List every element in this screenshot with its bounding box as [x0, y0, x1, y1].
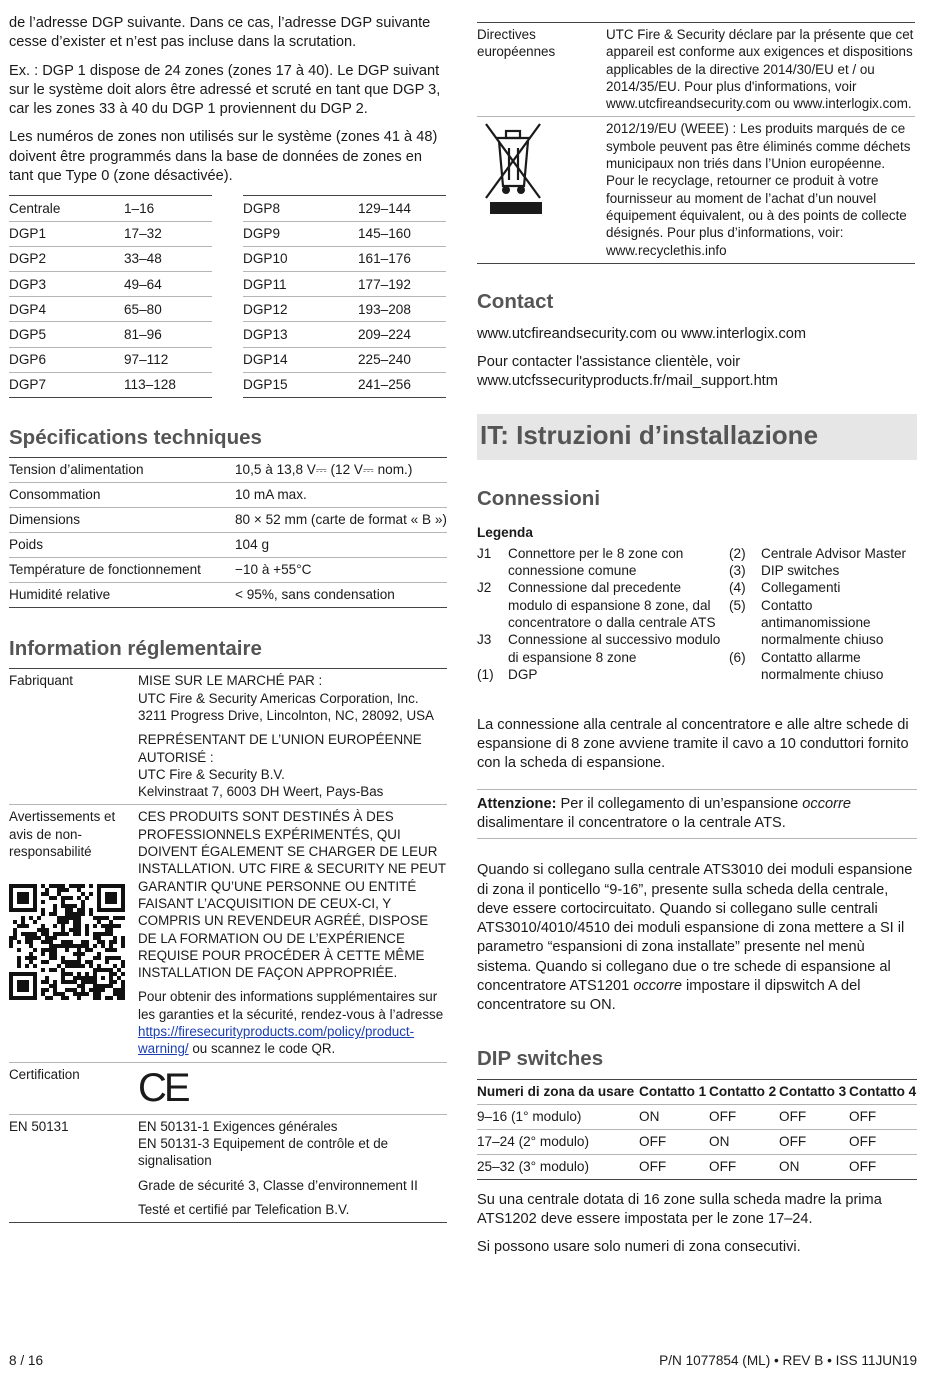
dip-cell: OFF	[779, 1129, 849, 1154]
legend	[477, 545, 917, 713]
spec-value: < 95%, sans condensation	[235, 583, 447, 608]
attention-note: Attenzione: Per il collegamento di un’espansione occorre disalimentare il concentratore o la centrale ATS.	[477, 789, 917, 840]
tested-certified-text: Testé et certifié par Telefication B.V.	[138, 1201, 350, 1217]
zone-range: 241–256	[358, 372, 446, 397]
legend-text: Centrale Advisor Master	[761, 545, 907, 561]
zone-range: 161–176	[358, 246, 446, 271]
zone-device: DGP8	[243, 196, 358, 221]
dip-cell: OFF	[709, 1104, 779, 1129]
dip-paragraph-2: Si possono usare solo numeri di zona consecutivi.	[477, 1239, 801, 1256]
legend-text: Connessione al successivo modulo di espansione 8 zone	[508, 632, 721, 665]
legend-item	[477, 545, 722, 580]
reg-label-manufacturer: Fabriquant	[9, 669, 138, 805]
zone-device: DGP11	[243, 271, 358, 296]
intro-paragraph-3: Les numéros de zones non utilisés sur le système (zones 41 à 48) doivent être programmés dans la base de données de zones en tant que Type 0 (zone désactivée).	[9, 129, 438, 185]
dip-cell: 25–32 (3° modulo)	[477, 1154, 639, 1179]
warning-text: CES PRODUITS SONT DESTINÉS À DES PROFESSIONNELS EXPÉRIMENTÉS, QUI DOIVENT ÉGALEMENT SE CHARGER DE LEUR INSTALLATION. UTC FIRE & SECURITY NE PEUT GARANTIR QU’UNE PERSONNE OU ENTITÉ FAISANT L’ACQUISITION DE CEUX-CI, Y COMPRIS UN REVENDEUR AGRÉÉ, DISPOSE DE LA FORMATION OU DE L’EXPÉRIENCE REQUISE POUR PROCÉDER À CETTE MÊME INSTALLATION DE FAÇON APPROPRIÉE.	[138, 809, 446, 981]
dip-cell: ON	[779, 1154, 849, 1179]
zone-device: DGP4	[9, 297, 124, 322]
legend-item	[729, 562, 919, 579]
contact-websites: www.utcfireandsecurity.com ou www.interlogix.com	[477, 325, 807, 342]
zone-device: DGP3	[9, 271, 124, 296]
legend-text: Contatto allarme normalmente chiuso	[761, 649, 884, 682]
reg-row-en50131	[9, 1114, 447, 1222]
spec-row	[9, 583, 447, 608]
intro-paragraph-2: Ex. : DGP 1 dispose de 24 zones (zones 17 à 40). Le DGP suivant sur le système doit alors être adressé et scruté en tant que DGP 3, car les zones 33 à 40 du DGP 1 proviennent du DGP 2.	[9, 62, 441, 118]
dip-cell: ON	[639, 1104, 709, 1129]
legend-code: (1)	[477, 666, 494, 682]
page-number: 8 / 16	[9, 1353, 44, 1368]
zone-row	[9, 372, 212, 397]
zone-range: 81–96	[124, 322, 212, 347]
legend-item	[477, 631, 722, 666]
spec-row	[9, 483, 447, 508]
weee-bin-icon	[482, 120, 542, 216]
dip-cell: OFF	[849, 1104, 917, 1129]
specs-table	[9, 457, 447, 608]
zone-device: DGP10	[243, 246, 358, 271]
zone-device: DGP9	[243, 221, 358, 246]
zone-row	[9, 196, 212, 221]
dip-cell: OFF	[849, 1129, 917, 1154]
zone-range: 177–192	[358, 271, 446, 296]
connection-paragraph-1: La connessione alla centrale al concentratore e alle altre schede di espansione di 8 zone avviene tramite il cavo a 10 conduttori fornito con la scheda di espansione.	[477, 716, 909, 772]
eu-rep-text: REPRÉSENTANT DE L’UNION EUROPÉENNE AUTORISÉ : UTC Fire & Security B.V. Kelvinstraat 7, 6003 DH Weert, Pays-Bas	[138, 732, 422, 800]
spec-value: 10 mA max.	[235, 483, 447, 508]
security-grade-text: Grade de sécurité 3, Classe d’environnement II	[138, 1177, 418, 1193]
zone-row	[243, 246, 446, 271]
dip-cell: OFF	[639, 1129, 709, 1154]
zone-device: DGP2	[9, 246, 124, 271]
zone-range: 33–48	[124, 246, 212, 271]
dip-cell: OFF	[779, 1104, 849, 1129]
legend-code: (2)	[729, 545, 746, 561]
legend-code: J1	[477, 545, 492, 561]
zone-row	[243, 297, 446, 322]
zone-ranges-tables	[9, 195, 447, 400]
legend-text: Connessione dal precedente modulo di espansione 8 zone, dal concentratore o dalla centrale ATS	[508, 580, 716, 630]
legend-item	[729, 649, 919, 684]
right-column	[477, 22, 917, 1267]
spec-row	[9, 458, 447, 483]
spec-row	[9, 533, 447, 558]
spec-value: 104 g	[235, 533, 447, 558]
zone-range: 17–32	[124, 221, 212, 246]
legend-item	[729, 579, 919, 596]
zone-device: DGP7	[9, 372, 124, 397]
weee-text: 2012/19/EU (WEEE) : Les produits marqués de ce symbole peuvent pas être éliminés comme déchets municipaux non triés dans l’Union européenne. Pour le recyclage, retourner ce produit à votre fournisseur au moment de l’achat d’un nouvel équipement équivalent, ou à des points de collecte désignés. Pour plus d’informations, voir: www.recyclethis.info	[606, 117, 915, 263]
reg-row-manufacturer	[9, 669, 447, 805]
legend-title: Legenda	[477, 524, 533, 540]
spec-label: Température de fonctionnement	[9, 558, 235, 583]
qr-code-icon	[9, 884, 125, 1000]
zone-table-left	[9, 195, 212, 398]
dip-row	[477, 1154, 917, 1179]
spec-label: Consommation	[9, 483, 235, 508]
contact-support: Pour contacter l'assistance clientèle, voir www.utcfssecurityproducts.fr/mail_support.htm	[477, 354, 778, 390]
zone-row	[9, 271, 212, 296]
zone-range: 145–160	[358, 221, 446, 246]
zone-device: Centrale	[9, 196, 124, 221]
attention-label: Attenzione:	[477, 795, 557, 812]
zone-device: DGP13	[243, 322, 358, 347]
zone-range: 129–144	[358, 196, 446, 221]
dip-cell: ON	[709, 1129, 779, 1154]
spec-value: 80 × 52 mm (carte de format « B »)	[235, 508, 447, 533]
zone-row	[243, 322, 446, 347]
legend-right-list	[729, 545, 919, 683]
spec-value: −10 à +55°C	[235, 558, 447, 583]
dip-header-cell: Contatto 4	[849, 1079, 917, 1104]
legend-item	[729, 597, 919, 649]
legend-text: Contatto antimanomissione normalmente chiuso	[761, 597, 884, 648]
dip-cell: 17–24 (2° modulo)	[477, 1129, 639, 1154]
zone-device: DGP15	[243, 372, 358, 397]
legend-code: (3)	[729, 563, 746, 579]
spec-row	[9, 508, 447, 533]
spec-label: Tension d’alimentation	[9, 458, 235, 483]
zone-device: DGP6	[9, 347, 124, 372]
zone-range: 209–224	[358, 322, 446, 347]
zone-device: DGP12	[243, 297, 358, 322]
regulatory-heading: Information réglementaire	[9, 637, 262, 661]
reg-label-warnings: Avertissements et avis de non-responsabilité	[9, 809, 116, 860]
directive-row-eu	[477, 23, 915, 117]
zone-range: 113–128	[124, 372, 212, 397]
warranty-link[interactable]: https://firesecurityproducts.com/policy/product-warning/	[138, 1024, 415, 1057]
zone-range: 65–80	[124, 297, 212, 322]
dip-header-cell: Contatto 3	[779, 1079, 849, 1104]
legend-text: DIP switches	[761, 563, 840, 579]
dip-row	[477, 1104, 917, 1129]
dip-cell: OFF	[639, 1154, 709, 1179]
zone-row	[243, 347, 446, 372]
dip-cell: 9–16 (1° modulo)	[477, 1104, 639, 1129]
spec-row	[9, 558, 447, 583]
italian-section-title: IT: Istruzioni d’installazione	[480, 419, 819, 450]
legend-text: DGP	[508, 666, 538, 682]
zone-row	[243, 372, 446, 397]
zone-range: 49–64	[124, 271, 212, 296]
directive-row-weee	[477, 117, 915, 263]
en-standards-text: EN 50131-1 Exigences générales EN 50131-3 Equipement de contrôle et de signalisation	[138, 1118, 389, 1169]
legend-left-list	[477, 545, 722, 683]
zone-device: DGP1	[9, 221, 124, 246]
legend-item	[477, 579, 722, 631]
zone-range: 193–208	[358, 297, 446, 322]
reg-row-warnings	[9, 805, 447, 1062]
dip-cell: OFF	[709, 1154, 779, 1179]
reg-row-certification	[9, 1062, 447, 1114]
dip-cell: OFF	[849, 1154, 917, 1179]
directives-text: UTC Fire & Security déclare par la présente que cet appareil est conforme aux exigences et dispositions applicables de la directive 2014/30/EU et / ou 2014/35/EU. Pour plus d'informations, voir www.utcfireandsecurity.com ou www.interlogix.com.	[606, 23, 915, 117]
italian-section-banner	[477, 414, 917, 460]
specs-heading: Spécifications techniques	[9, 426, 262, 450]
zone-device: DGP5	[9, 322, 124, 347]
zone-row	[9, 347, 212, 372]
zone-row	[243, 221, 446, 246]
spec-label: Poids	[9, 533, 235, 558]
dip-header-cell: Contatto 1	[639, 1079, 709, 1104]
ce-mark-icon: CE	[138, 1065, 188, 1110]
connection-paragraph-2: Quando si collegano sulla centrale ATS3010 dei moduli espansione di zona il ponticello “9-16”, presente sulla scheda della centrale, deve essere cortocircuitato. Quando si collegano sulle centrali ATS3010/4010/4510 dei moduli espansione di zona mettere a SI il parametro “espansioni di zona installate” presente nel menù sistema. Quando si collegano due o tre schede di espansione al concentratore ATS1201 occorre impostare il dipswitch A del concentratore su ON.	[477, 862, 913, 1014]
part-number: P/N 1077854 (ML) • REV B • ISS 11JUN19	[659, 1353, 917, 1368]
spec-label: Humidité relative	[9, 583, 235, 608]
legend-text: Collegamenti	[761, 580, 841, 596]
legend-code: J3	[477, 632, 492, 648]
legend-code: J2	[477, 580, 492, 596]
left-column	[9, 14, 447, 1223]
zone-row	[243, 271, 446, 296]
legend-item	[477, 666, 722, 683]
warranty-text: Pour obtenir des informations supplémentaires sur les garanties et la sécurité, rendez-vous à l’adresse https://firesecurityproducts.com/policy/product-warning/ ou scannez le code QR.	[138, 989, 444, 1057]
directives-label: Directives européennes	[477, 23, 606, 117]
zone-row	[9, 221, 212, 246]
dip-switches-heading: DIP switches	[477, 1046, 604, 1070]
legend-item	[729, 545, 919, 562]
manufacturer-text: MISE SUR LE MARCHÉ PAR : UTC Fire & Security Americas Corporation, Inc. 3211 Progress Drive, Lincolnton, NC, 28092, USA	[138, 673, 434, 723]
spec-value: 10,5 à 13,8 V⎓ (12 V⎓ nom.)	[235, 458, 447, 483]
spec-label: Dimensions	[9, 508, 235, 533]
zone-range: 225–240	[358, 347, 446, 372]
zone-range: 1–16	[124, 196, 212, 221]
contact-heading: Contact	[477, 289, 554, 313]
zone-row	[9, 322, 212, 347]
dip-switch-table	[477, 1079, 917, 1180]
dip-row	[477, 1129, 917, 1154]
connections-heading: Connessioni	[477, 486, 601, 510]
zone-table-right	[243, 195, 446, 398]
zone-range: 97–112	[124, 347, 212, 372]
legend-code: (5)	[729, 597, 746, 613]
legend-text: Connettore per le 8 zone con connessione comune	[508, 545, 684, 579]
regulatory-table	[9, 668, 447, 1223]
intro-paragraph-1: de l’adresse DGP suivante. Dans ce cas, l’adresse DGP suivante cesse d’exister et n’est pas incluse dans la scrutation.	[9, 15, 431, 51]
reg-label-certification: Certification	[9, 1062, 138, 1114]
reg-label-en50131: EN 50131	[9, 1114, 138, 1222]
dip-header-cell: Contatto 2	[709, 1079, 779, 1104]
zone-row	[9, 246, 212, 271]
zone-row	[243, 196, 446, 221]
dip-paragraph-1: Su una centrale dotata di 16 zone sulla scheda madre la prima ATS1202 deve essere impostata per le zone 17–24.	[477, 1191, 882, 1227]
zone-row	[9, 297, 212, 322]
legend-code: (4)	[729, 580, 746, 596]
zone-device: DGP14	[243, 347, 358, 372]
legend-code: (6)	[729, 649, 746, 665]
dip-header-cell: Numeri di zona da usare	[477, 1079, 639, 1104]
directives-table	[477, 22, 915, 264]
